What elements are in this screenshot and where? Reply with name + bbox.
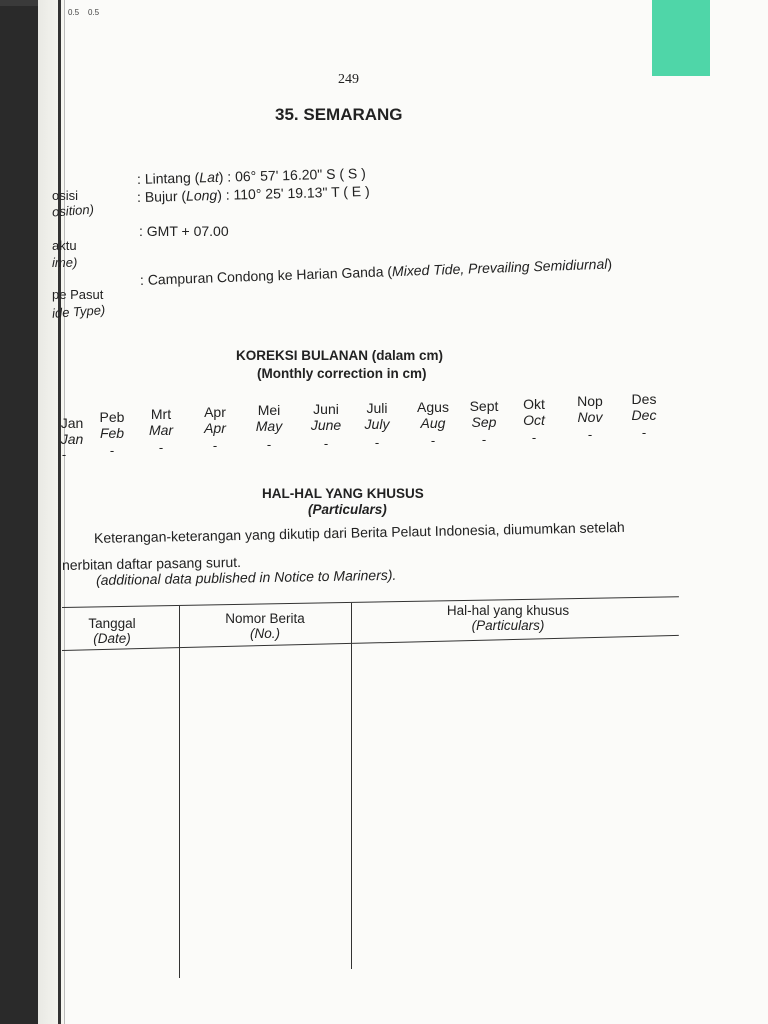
longitude-line: : Bujur (Long) : 110° 25' 19.13" T ( E ) bbox=[136, 182, 370, 206]
latitude-line: : Lintang (Lat) : 06° 57' 16.20" S ( S ) bbox=[136, 165, 366, 187]
tide-type-label-en: ide Type) bbox=[51, 302, 106, 321]
month-july: Juli July bbox=[364, 400, 390, 432]
correction-value-aug: - bbox=[430, 433, 436, 448]
tide-type-value: : Campuran Condong ke Harian Ganda (Mixed Tide, Prevailing Semidiurnal) bbox=[139, 255, 613, 288]
correction-value-jan: - bbox=[61, 447, 67, 462]
month-june: Juni June bbox=[310, 401, 342, 433]
page-index-tab[interactable] bbox=[652, 0, 710, 76]
correction-value-june: - bbox=[323, 436, 329, 451]
time-value: : GMT + 07.00 bbox=[139, 223, 229, 239]
particulars-heading: HAL-HAL YANG KHUSUS bbox=[262, 486, 424, 501]
column-header-particulars: Hal-hal yang khusus (Particulars) bbox=[446, 603, 570, 633]
column-header-number: Nomor Berita (No.) bbox=[225, 611, 305, 641]
scale-label: 0.5 bbox=[68, 8, 80, 17]
time-label: aktu bbox=[52, 238, 77, 253]
position-label-en: osition) bbox=[51, 201, 95, 220]
month-mar: Mrt Mar bbox=[148, 406, 174, 438]
intro-line-1: Keterangan-keterangan yang dikutip dari Berita Pelaut Indonesia, diumumkan setelah bbox=[93, 518, 625, 546]
month-jan: Jan Jan bbox=[60, 415, 84, 447]
position-label: osisi bbox=[52, 188, 79, 203]
month-oct: Okt Oct bbox=[523, 396, 545, 428]
month-may: Mei May bbox=[255, 402, 283, 434]
month-dec: Des Dec bbox=[631, 391, 657, 423]
correction-value-sep: - bbox=[481, 432, 487, 447]
scale-label: 0.5 bbox=[88, 8, 100, 17]
ruler-scale bbox=[58, 0, 61, 1024]
monthly-correction-heading: KOREKSI BULANAN (dalam cm) bbox=[236, 348, 444, 363]
month-sep: Sept Sep bbox=[469, 398, 499, 430]
correction-value-dec: - bbox=[641, 425, 647, 440]
tide-type-label: pe Pasut bbox=[52, 287, 104, 302]
monthly-correction-subheading: (Monthly correction in cm) bbox=[257, 366, 427, 381]
table-column-divider bbox=[179, 606, 180, 978]
correction-value-may: - bbox=[266, 437, 272, 452]
table-column-divider bbox=[351, 603, 352, 969]
intro-line-2: nerbitan daftar pasang surut. bbox=[61, 553, 242, 573]
month-apr: Apr Apr bbox=[204, 404, 226, 436]
correction-value-apr: - bbox=[212, 438, 218, 453]
correction-value-july: - bbox=[374, 435, 380, 450]
correction-value-mar: - bbox=[158, 440, 164, 455]
particulars-subheading: (Particulars) bbox=[308, 502, 387, 517]
page-number: 249 bbox=[338, 72, 359, 87]
correction-value-feb: - bbox=[109, 443, 115, 458]
time-label-en: ime) bbox=[52, 255, 78, 270]
correction-value-oct: - bbox=[531, 430, 537, 445]
column-header-date: Tanggal (Date) bbox=[88, 616, 136, 646]
month-feb: Peb Feb bbox=[99, 409, 125, 441]
station-title: 35. SEMARANG bbox=[275, 105, 403, 124]
intro-line-3: (additional data published in Notice to Mariners). bbox=[95, 566, 397, 588]
month-nov: Nop Nov bbox=[577, 393, 603, 425]
correction-value-nov: - bbox=[587, 427, 593, 442]
month-aug: Agus Aug bbox=[417, 399, 449, 431]
document-page bbox=[38, 0, 768, 1024]
